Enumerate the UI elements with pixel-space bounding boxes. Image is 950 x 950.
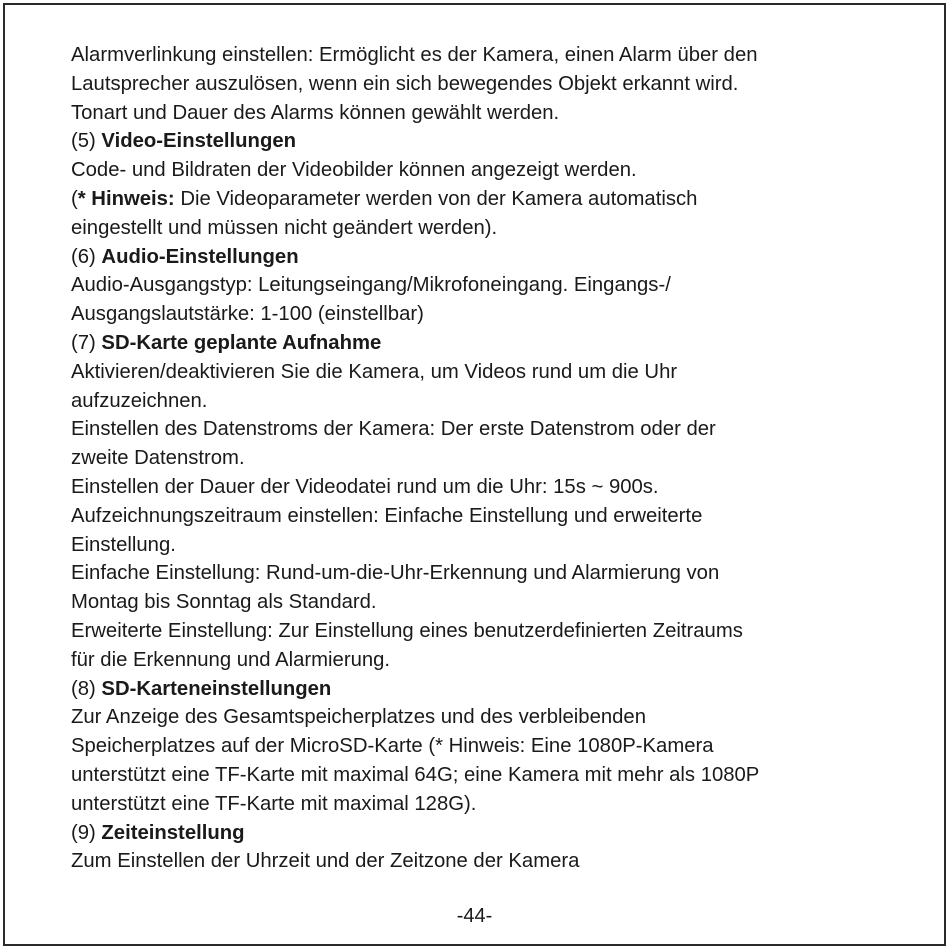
section-number: (5) [71, 130, 102, 153]
section-number: (8) [71, 677, 102, 700]
page-number: -44- [456, 905, 493, 927]
sd-schedule-line: Aufzeichnungszeitraum einstellen: Einfache Einstellung und erweiterte [71, 504, 703, 527]
video-note-line-1 [71, 185, 931, 214]
page-content [71, 41, 931, 876]
section-title: Audio-Einstellungen [101, 245, 299, 268]
section-heading-time [71, 819, 931, 848]
sd-schedule-line: Montag bis Sonntag als Standard. [71, 591, 377, 614]
section-heading-audio [71, 243, 931, 272]
section-heading-sd-schedule [71, 329, 931, 358]
alarm-link-line-2: Lautsprecher auszulösen, wenn ein sich bewegendes Objekt erkannt wird. [71, 72, 739, 95]
sd-schedule-line: Erweiterte Einstellung: Zur Einstellung eines benutzerdefinierten Zeitraums [71, 619, 743, 642]
audio-body-line-1: Audio-Ausgangstyp: Leitungseingang/Mikrofoneingang. Eingangs-/ [71, 274, 671, 297]
video-body-line: Code- und Bildraten der Videobilder können angezeigt werden. [71, 159, 637, 182]
section-title: Zeiteinstellung [101, 821, 245, 844]
section-title: SD-Karteneinstellungen [101, 677, 332, 700]
sd-schedule-line: zweite Datenstrom. [71, 447, 245, 470]
section-heading-video [71, 127, 931, 156]
section-title: Video-Einstellungen [101, 130, 296, 153]
sd-schedule-line: Einfache Einstellung: Rund-um-die-Uhr-Erkennung und Alarmierung von [71, 562, 720, 585]
note-text: Die Videoparameter werden von der Kamera automatisch [174, 187, 698, 210]
note-paren: ( [71, 187, 78, 210]
section-number: (6) [71, 245, 102, 268]
sd-schedule-line: Einstellen der Dauer der Videodatei rund um die Uhr: 15s ~ 900s. [71, 475, 659, 498]
sd-settings-line: unterstützt eine TF-Karte mit maximal 64G; eine Kamera mit mehr als 1080P [71, 763, 760, 786]
manual-page [3, 3, 946, 946]
section-heading-sd-settings [71, 675, 931, 704]
sd-settings-line: unterstützt eine TF-Karte mit maximal 128G). [71, 792, 477, 815]
note-label: * Hinweis: [77, 187, 175, 210]
sd-settings-line: Zur Anzeige des Gesamtspeicherplatzes und des verbleibenden [71, 706, 646, 729]
section-number: (9) [71, 821, 102, 844]
time-body-line: Zum Einstellen der Uhrzeit und der Zeitzone der Kamera [71, 850, 580, 873]
sd-schedule-line: für die Erkennung und Alarmierung. [71, 648, 391, 671]
sd-schedule-line: Einstellung. [71, 533, 176, 556]
sd-settings-line: Speicherplatzes auf der MicroSD-Karte (* Hinweis: Eine 1080P-Kamera [71, 735, 714, 758]
sd-schedule-line: aufzuzeichnen. [71, 389, 208, 412]
alarm-link-line-1: Alarmverlinkung einstellen: Ermöglicht es der Kamera, einen Alarm über den [71, 44, 758, 66]
sd-schedule-line: Aktivieren/deaktivieren Sie die Kamera, um Videos rund um die Uhr [71, 360, 678, 383]
sd-schedule-line: Einstellen des Datenstroms der Kamera: Der erste Datenstrom oder der [71, 418, 716, 441]
audio-body-line-2: Ausgangslautstärke: 1-100 (einstellbar) [71, 303, 424, 326]
section-number: (7) [71, 331, 102, 354]
video-note-line-2: eingestellt und müssen nicht geändert werden). [71, 216, 498, 239]
section-title: SD-Karte geplante Aufnahme [101, 331, 382, 354]
alarm-link-line-3: Tonart und Dauer des Alarms können gewählt werden. [71, 101, 560, 124]
